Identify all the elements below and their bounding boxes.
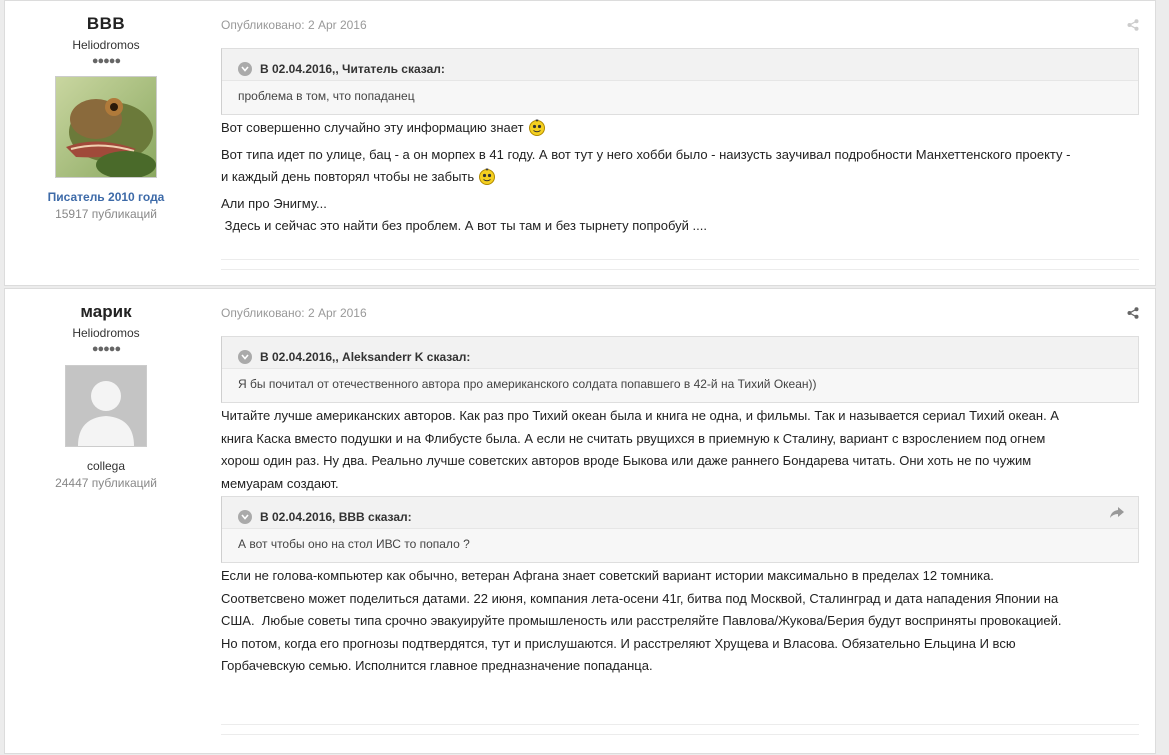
- post-body: [221, 1, 1139, 238]
- post-content: [221, 405, 1139, 495]
- quote-block: [221, 336, 1139, 403]
- author-post-count: 24447 публикаций: [55, 476, 157, 490]
- author-title: Писатель 2010 года: [47, 190, 165, 204]
- quote-block: [221, 496, 1139, 563]
- author-title: collega: [86, 459, 126, 473]
- lizard-avatar-icon: [56, 77, 156, 177]
- divider: [221, 724, 1139, 725]
- forum-post: [4, 288, 1156, 754]
- post-line: США. Любые советы типа срочно эвакуируйте промышленость или расстреляйте Павлова/Жукова/Берия будут восприняты провокацией.: [221, 613, 1062, 628]
- forum-post: [4, 0, 1156, 286]
- quote-citation: В 02.04.2016,, Читатель сказал:: [260, 62, 445, 76]
- post-line: Вот совершенно случайно эту информацию знает: [221, 120, 524, 135]
- post-line: книга Каска вместо подушки и на Флибусте была. А если не считать рвущихся в приемную к Сталину, вариант с взрослением под огнем: [221, 430, 1046, 446]
- share-icon[interactable]: [1127, 18, 1139, 36]
- post-body: [221, 289, 1139, 678]
- author-group: Heliodromos: [72, 38, 140, 52]
- quote-block: [221, 48, 1139, 115]
- divider: [221, 734, 1139, 735]
- quote-header: [222, 337, 1138, 368]
- post-line: хорош один раз. Ну два. Реально лучше советских авторов вроде Быкова или даже раннего Бондарева читать. Они хоть не по чужим: [221, 453, 1032, 468]
- post-line: Если не голова-компьютер как обычно, ветеран Афгана знает советский вариант истории максимально в пределах 12 томника.: [221, 568, 994, 583]
- quote-header: [222, 497, 1138, 528]
- post-line: Здесь и сейчас это найти без проблем. А вот ты там и без тырнету попробуй ....: [221, 218, 708, 233]
- post-date: Опубликовано: 2 Apr 2016: [221, 306, 367, 320]
- post-line: Горбачевскую семью. Исполнится главное предназначение попаданца.: [221, 658, 653, 673]
- post-line: Читайте лучше американских авторов. Как раз про Тихий океан была и книга не одна, и фильмы. Так и называется сериал Тихий океан. А: [221, 408, 1059, 423]
- post-line: мемуарам создают.: [221, 475, 339, 491]
- rank-pips: ●●●●●: [91, 55, 121, 67]
- author-name[interactable]: марик: [80, 302, 132, 321]
- quote-citation: В 02.04.2016,, Aleksanderr K сказал:: [260, 350, 471, 364]
- chevron-down-icon[interactable]: [238, 350, 252, 364]
- quote-text: проблема в том, что попаданец: [222, 80, 1138, 114]
- smiley-icon: [478, 167, 496, 193]
- avatar[interactable]: [55, 76, 157, 178]
- quote-citation: В 02.04.2016, BBB сказал:: [260, 510, 412, 524]
- smiley-icon: [528, 118, 546, 144]
- post-line: Соответсвено может поделиться датами. 22 июня, компания лета-осени 41г, битва под Москвой, Сталинград и дата нападения Японии на: [221, 590, 1059, 606]
- post-content: [221, 117, 1139, 238]
- post-date: Опубликовано: 2 Apr 2016: [221, 18, 367, 32]
- quote-text: Я бы почитал от отечественного автора про американского солдата попавшего в 42-й на Тихий Океан)): [222, 368, 1138, 402]
- chevron-down-icon[interactable]: [238, 62, 252, 76]
- author-group: Heliodromos: [72, 326, 140, 340]
- post-content: [221, 565, 1139, 678]
- chevron-down-icon[interactable]: [238, 510, 252, 524]
- post-line: и каждый день повторял чтобы не забыть: [221, 169, 475, 184]
- quote-header: [222, 49, 1138, 80]
- author-name[interactable]: BBB: [86, 14, 126, 33]
- default-user-avatar-icon: [66, 366, 146, 446]
- post-line: Али про Энигму...: [221, 195, 327, 211]
- divider: [221, 259, 1139, 260]
- post-line: Но потом, когда его прогнозы подтвердятся, тут и прислушаются. И расстреляют Хрущева и Власова. Обязательно Ельцина И всю: [221, 635, 1016, 651]
- share-icon[interactable]: [1127, 306, 1139, 324]
- quote-text: А вот чтобы оно на стол ИВС то попало ?: [222, 528, 1138, 562]
- divider: [221, 269, 1139, 270]
- author-panel: [5, 1, 207, 221]
- go-to-quote-icon[interactable]: [1110, 507, 1124, 521]
- author-post-count: 15917 публикаций: [55, 207, 157, 221]
- post-line: Вот типа идет по улице, бац - а он морпех в 41 году. А вот тут у него хобби было - наизусть заучивал подробности Манхеттенского проекту -: [221, 146, 1071, 162]
- rank-pips: ●●●●●: [91, 343, 121, 355]
- avatar[interactable]: [65, 365, 147, 447]
- author-panel: [5, 289, 207, 490]
